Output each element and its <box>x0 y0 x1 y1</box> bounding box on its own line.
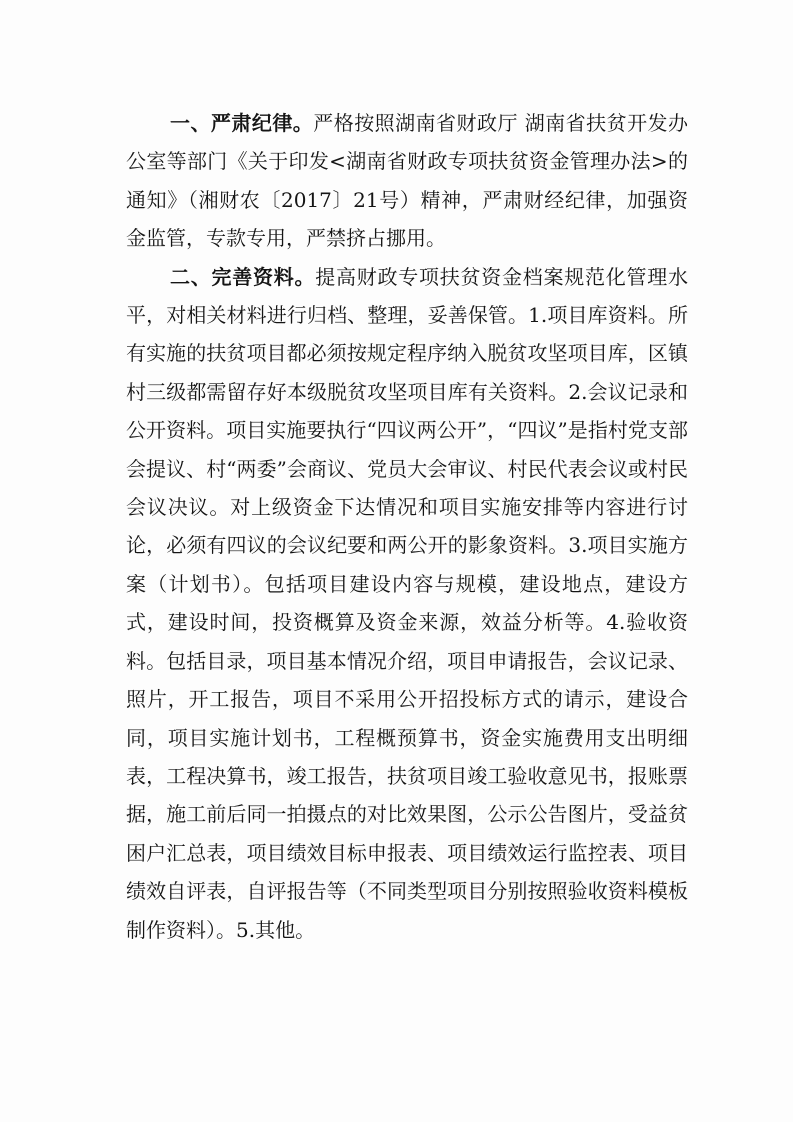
paragraph-text: 严格按照湖南省财政厅 湖南省扶贫开发办公室等部门《关于印发<湖南省财政专项扶贫资金管理办法>的通知》（湘财农〔2017〕21号）精神，严肃财经纪律，加强资金监管，专款专用，严禁挤占挪用。 <box>126 111 689 251</box>
paragraph-materials <box>126 258 688 949</box>
paragraph-text: 提高财政专项扶贫资金档案规范化管理水平，对相关材料进行归档、整理，妥善保管。1.项目库资料。所有实施的扶贫项目都必须按规定程序纳入脱贫攻坚项目库，区镇村三级都需留存好本级脱贫攻坚项目库有关资料。2.会议记录和公开资料。项目实施要执行“四议两公开”，“四议”是指村党支部会提议、村“两委”会商议、党员大会审议、村民代表会议或村民会议决议。对上级资金下达情况和项目实施安排等内容进行讨论，必须有四议的会议纪要和两公开的影象资料。3.项目实施方案（计划书）。包括项目建设内容与规模，建设地点，建设方式，建设时间，投资概算及资金来源，效益分析等。4.验收资料。包括目录，项目基本情况介绍，项目申请报告，会议记录、照片，开工报告，项目不采用公开招投标方式的请示，建设合同，项目实施计划书，工程概预算书，资金实施费用支出明细表，工程决算书，竣工报告，扶贫项目竣工验收意见书，报账票据，施工前后同一拍摄点的对比效果图，公示公告图片，受益贫困户汇总表，项目绩效目标申报表、项目绩效运行监控表、项目绩效自评表，自评报告等（不同类型项目分别按照验收资料模板制作资料）。5.其他。 <box>126 264 688 942</box>
document-body <box>126 104 688 949</box>
paragraph-heading: 二、完善资料。 <box>170 264 316 289</box>
paragraph-heading: 一、严肃纪律。 <box>170 111 314 135</box>
paragraph-discipline <box>126 104 688 258</box>
